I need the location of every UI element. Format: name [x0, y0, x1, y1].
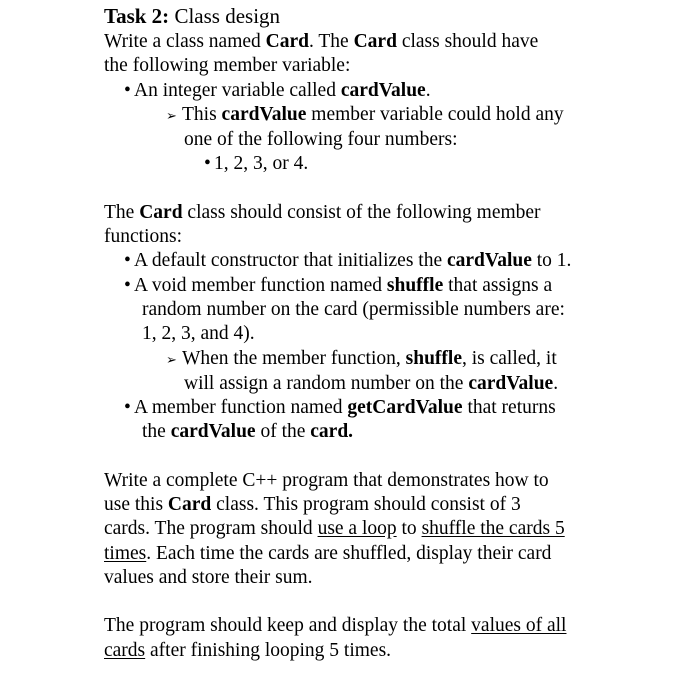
class-name: Card	[139, 201, 183, 223]
functions-line-2: functions:	[104, 226, 182, 248]
text: of the	[255, 421, 311, 443]
sub-sub-bullet-item	[104, 152, 644, 176]
text: that assigns a	[443, 274, 553, 296]
bullet-icon: •	[124, 79, 131, 101]
text: .	[553, 372, 559, 394]
function-name: getCardValue	[347, 397, 463, 419]
text: class should have	[396, 31, 539, 52]
bullet-item	[104, 274, 644, 298]
text: that returns	[462, 397, 556, 419]
variable-name: cardValue	[447, 250, 532, 272]
arrow-bullet-icon: ➢	[166, 351, 177, 367]
bullet-continuation	[104, 420, 644, 444]
variable-name: cardValue	[468, 372, 554, 394]
underlined-text: use a loop	[317, 518, 397, 540]
bullet-icon: •	[204, 153, 211, 175]
class-name: Card	[167, 494, 212, 516]
program-line-4	[104, 542, 644, 566]
class-name: Card	[265, 31, 309, 52]
variable-name: cardValue	[340, 79, 426, 101]
program-line-5: values and store their sum.	[104, 566, 313, 588]
text: The program should keep and display the total	[104, 615, 472, 637]
function-name: shuffle	[405, 347, 462, 369]
task-label: Task 2:	[104, 4, 170, 28]
bullet-icon: •	[124, 250, 131, 272]
functions-line-1	[104, 201, 644, 225]
text: A member function named	[134, 397, 348, 419]
class-name: card.	[310, 421, 354, 443]
sub-bullet-item	[104, 103, 644, 128]
variable-name: cardValue	[170, 421, 256, 443]
total-line-1	[104, 614, 644, 638]
arrow-bullet-icon: ➢	[166, 107, 177, 123]
underlined-text: times	[104, 542, 147, 564]
total-line-2	[104, 639, 644, 663]
program-line-1: Write a complete C++ program that demonstrates how to	[104, 469, 549, 491]
bullet-item	[104, 396, 644, 420]
sub-bullet-continuation: one of the following four numbers:	[184, 129, 458, 151]
bullet-icon: •	[124, 274, 131, 296]
sub-bullet-item	[104, 347, 644, 372]
underlined-text: values of all	[471, 615, 567, 637]
text: cards. The program should	[104, 518, 318, 540]
bullet-continuation: 1, 2, 3, and 4).	[142, 323, 255, 345]
text: class should consist of the following member	[182, 201, 541, 223]
text: , is called, it	[461, 347, 557, 369]
variable-name: cardValue	[221, 103, 307, 125]
bullet-icon: •	[124, 397, 131, 419]
bullet-item	[104, 79, 644, 103]
bullet-item	[104, 249, 644, 273]
underlined-text: cards	[104, 639, 146, 661]
task-heading	[104, 3, 644, 29]
text: after finishing looping 5 times.	[145, 639, 392, 661]
text: member variable could hold any	[306, 103, 564, 125]
text: A default constructor that initializes the	[134, 250, 447, 272]
text: 1, 2, 3, or 4.	[214, 153, 309, 175]
text: class. This program should consist of 3	[211, 494, 521, 516]
text: Write a class named	[104, 31, 266, 52]
text: . Each time the cards are shuffled, display their card	[146, 542, 552, 564]
task-title: Class design	[174, 4, 281, 28]
bullet-continuation: random number on the card (permissible numbers are:	[142, 298, 565, 320]
text: will assign a random number on the	[184, 372, 469, 394]
text: When the member function,	[182, 347, 406, 369]
text: The	[104, 201, 140, 223]
text: A void member function named	[134, 274, 387, 296]
text: .	[425, 79, 431, 101]
text: An integer variable called	[134, 79, 341, 101]
underlined-text: shuffle the cards 5	[421, 518, 565, 540]
text: This	[182, 103, 222, 125]
assignment-document	[104, 3, 644, 663]
intro-line-1	[104, 30, 644, 54]
function-name: shuffle	[386, 274, 444, 296]
program-line-2	[104, 493, 644, 517]
intro-line-2: the following member variable:	[104, 55, 351, 77]
paragraph-gap	[104, 177, 644, 201]
class-name: Card	[353, 31, 397, 52]
text: to	[396, 518, 422, 540]
text: to 1.	[531, 250, 572, 272]
program-line-3	[104, 517, 644, 541]
text: use this	[104, 494, 168, 516]
paragraph-gap	[104, 590, 644, 614]
text: . The	[309, 31, 354, 52]
sub-bullet-continuation	[104, 372, 644, 396]
text: the	[142, 421, 171, 443]
paragraph-gap	[104, 445, 644, 469]
